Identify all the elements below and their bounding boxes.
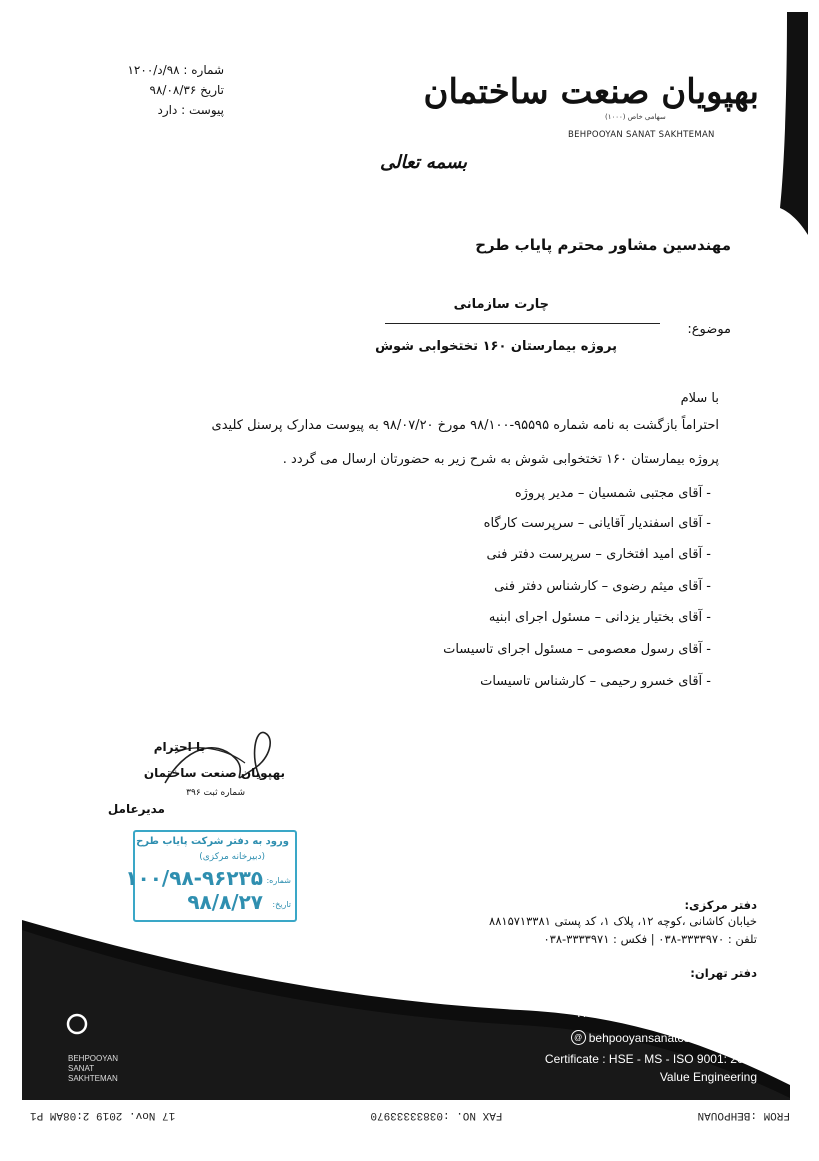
personnel-item: - آقای خسرو رحیمی – کارشناس تاسیسات — [480, 674, 711, 689]
letter-meta — [44, 60, 224, 120]
fax-from: FROM :BEHPOUAN — [697, 1109, 790, 1121]
greeting: با سلام — [680, 391, 719, 406]
signature-role: مدیرعامل — [107, 802, 165, 816]
email-line — [571, 1030, 757, 1045]
stamp-number-value: ۱۰۰/۹۸-۹۶۲۳۵ — [125, 866, 263, 890]
letter-number: شماره : ۹۸/د/۱۲۰۰ — [127, 63, 224, 77]
stamp-number-label: شماره: — [266, 876, 291, 885]
certificate-line: Certificate : HSE - MS - ISO 9001: 2015 — [544, 1052, 757, 1066]
fax-datetime: 17 Nov. 2019 2:08AM P1 — [30, 1109, 176, 1121]
subject-project: پروژه بیمارستان ۱۶۰ تختخوابی شوش — [375, 339, 617, 354]
subject-divider — [385, 323, 660, 324]
fax-number: FAX NO. :03833333970 — [370, 1109, 503, 1121]
recipient: مهندسین مشاور محترم پایاب طرح — [475, 236, 731, 254]
body-line-1: احتراماً بازگشت به نامه شماره ۹۵۵۹۵-۹۸/۱۰۰ مورخ ۹۸/۰۷/۲۰ به پیوست مدارک پرسنل کلیدی — [211, 418, 719, 433]
tehran-office-address: ونک، خیابان ساسان، نبش کوچه پانزدهم شرقی، پلاک ۴۶ ، کد پستی ۱۹۸۵۸۵۶۳۴۵ — [370, 984, 757, 998]
company-registration-type: سهامی خاص (۱۰۰۰) — [605, 113, 666, 121]
email-icon: @ — [571, 1030, 586, 1045]
corner-logo-text: BEHPOOYAN SANAT SAKHTEMAN — [68, 1054, 119, 1083]
email-address: behpooyansanatco@gmail.com — [588, 1030, 757, 1045]
personnel-item: - آقای مجتبی شمسیان – مدیر پروژه — [514, 486, 711, 501]
signature-registration: شماره ثبت ۳۹۶ — [186, 788, 245, 798]
letter-attachment: پیوست : دارد — [157, 103, 224, 117]
signature-closing: با احترام — [153, 740, 205, 754]
incoming-stamp — [125, 830, 297, 922]
fax-header-line — [30, 1109, 790, 1121]
value-engineering-line: Value Engineering — [659, 1070, 757, 1084]
stamp-line-1: ورود به دفتر شرکت پایاب طرح — [136, 836, 289, 847]
tehran-office-phone: تلفن : ۲۶۸۰۵۸۴۲ | فکس : ۲۶۸۰۵۸۳۹ — [576, 1006, 757, 1020]
personnel-item: - آقای رسول معصومی – مسئول اجرای تاسیسات — [443, 642, 711, 657]
personnel-item: - آقای بختیار یزدانی – مسئول اجرای ابنیه — [488, 610, 711, 625]
subject-title: چارت سازمانی — [453, 297, 549, 312]
basmala: بسمه تعالی — [380, 152, 468, 173]
personnel-item: - آقای میثم رضوی – کارشناس دفتر فنی — [494, 579, 711, 594]
stamp-line-2: (دبیرخانه مرکزی) — [199, 852, 265, 862]
body-line-2: پروژه بیمارستان ۱۶۰ تختخوابی شوش به شرح زیر به حضورتان ارسال می گردد . — [282, 452, 719, 467]
subject-label: موضوع: — [687, 322, 731, 337]
personnel-item: - آقای اسفندیار آقایانی – سرپرست کارگاه — [483, 516, 711, 531]
central-office-address: خیابان کاشانی ،کوچه ۱۲، پلاک ۱، کد پستی ۸۸۱۵۷۱۳۳۸۱ — [489, 914, 757, 928]
tehran-office-title: دفتر تهران: — [690, 966, 757, 980]
signature-company: بهپویان صنعت ساختمان — [143, 766, 285, 780]
stamp-date-value: ۹۸/۸/۲۷ — [187, 890, 263, 914]
letter-date: تاریخ ۹۸/۰۸/۳۶ — [149, 83, 224, 97]
company-name-en: BEHPOOYAN SANAT SAKHTEMAN — [568, 130, 715, 140]
stamp-date-label: تاریخ: — [272, 900, 291, 909]
central-office-title: دفتر مرکزی: — [684, 898, 757, 912]
personnel-item: - آقای امید افتخاری – سرپرست دفتر فنی — [486, 547, 711, 562]
signature-block — [95, 740, 285, 820]
company-logo-text: بهپویان صنعت ساختمان — [423, 72, 759, 112]
central-office-phone: تلفن : ۳۳۳۳۹۷۰-۰۳۸ | فکس : ۳۳۳۳۹۷۱-۰۳۸ — [543, 932, 757, 946]
